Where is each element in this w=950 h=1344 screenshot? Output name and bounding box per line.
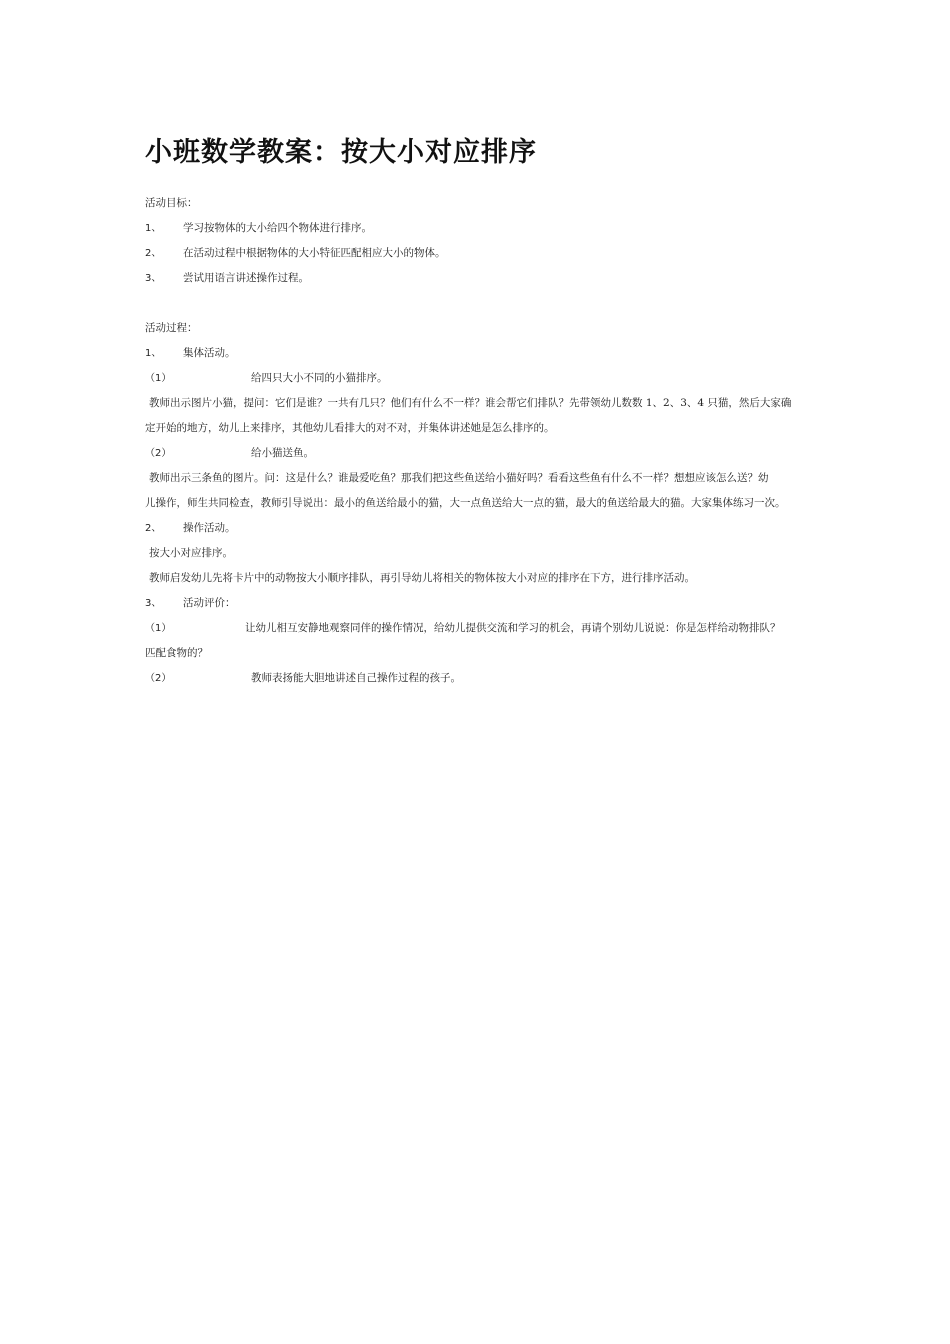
goal-number: 3、 — [145, 273, 162, 284]
goal-item-2 — [145, 246, 446, 261]
substep-text: 给四只大小不同的小猫排序。 — [251, 372, 388, 384]
process-heading: 活动过程： — [145, 322, 198, 334]
paragraph-line: 教师启发幼儿先将卡片中的动物按大小顺序排队，再引导幼儿将相关的物体按大小对应的排序在下方，进行排序活动。 — [149, 572, 695, 584]
substep-text: 教师表扬能大胆地讲述自己操作过程的孩子。 — [251, 672, 461, 684]
goal-number: 2、 — [145, 248, 162, 259]
step-text: 操作活动。 — [183, 522, 236, 534]
paragraph-line: 教师出示图片小猫，提问：它们是谁？一共有几只？他们有什么不一样？谁会帮它们排队？先带领幼儿数数 1、2、3、4 只猫，然后大家确 — [149, 397, 792, 409]
step-text: 集体活动。 — [183, 347, 236, 359]
paragraph-line: 儿操作，师生共同检查，教师引导说出：最小的鱼送给最小的猫，大一点鱼送给大一点的猫，最大的鱼送给最大的猫。大家集体练习一次。 — [145, 497, 786, 509]
goal-item-3 — [145, 271, 309, 286]
goal-text: 学习按物体的大小给四个物体进行排序。 — [183, 222, 372, 234]
step-text: 活动评价： — [183, 597, 236, 609]
substep-text: 让幼儿相互安静地观察同伴的操作情况，给幼儿提供交流和学习的机会，再请个别幼儿说说：你是怎样给动物排队？ — [245, 622, 781, 634]
substep-number: （1） — [145, 373, 172, 384]
step-number: 3、 — [145, 598, 162, 609]
substep-number: （2） — [145, 448, 172, 459]
process-step-3 — [145, 596, 236, 611]
process-substep-1-1 — [145, 371, 388, 386]
goal-item-1 — [145, 221, 372, 236]
goals-heading: 活动目标： — [145, 197, 198, 209]
step-number: 2、 — [145, 523, 162, 534]
goal-text: 在活动过程中根据物体的大小特征匹配相应大小的物体。 — [183, 247, 446, 259]
process-step-1 — [145, 346, 236, 361]
paragraph-line: 按大小对应排序。 — [149, 547, 233, 559]
paragraph-line: 教师出示三条鱼的图片。问：这是什么？谁最爱吃鱼？那我们把这些鱼送给小猫好吗？看看这些鱼有什么不一样？想想应该怎么送？幼 — [149, 472, 769, 484]
goal-number: 1、 — [145, 223, 162, 234]
process-substep-3-2 — [145, 671, 461, 686]
process-substep-1-2 — [145, 446, 314, 461]
substep-text: 给小猫送鱼。 — [251, 447, 314, 459]
page-title: 小班数学教案：按大小对应排序 — [145, 137, 537, 168]
paragraph-line: 定开始的地方，幼儿上来排序，其他幼儿看排大的对不对，并集体讲述她是怎么排序的。 — [145, 422, 555, 434]
paragraph-line: 匹配食物的？ — [145, 647, 208, 659]
process-substep-3-1 — [145, 621, 781, 636]
substep-number: （1） — [145, 623, 172, 634]
process-step-2 — [145, 521, 236, 536]
goal-text: 尝试用语言讲述操作过程。 — [183, 272, 309, 284]
substep-number: （2） — [145, 673, 172, 684]
step-number: 1、 — [145, 348, 162, 359]
